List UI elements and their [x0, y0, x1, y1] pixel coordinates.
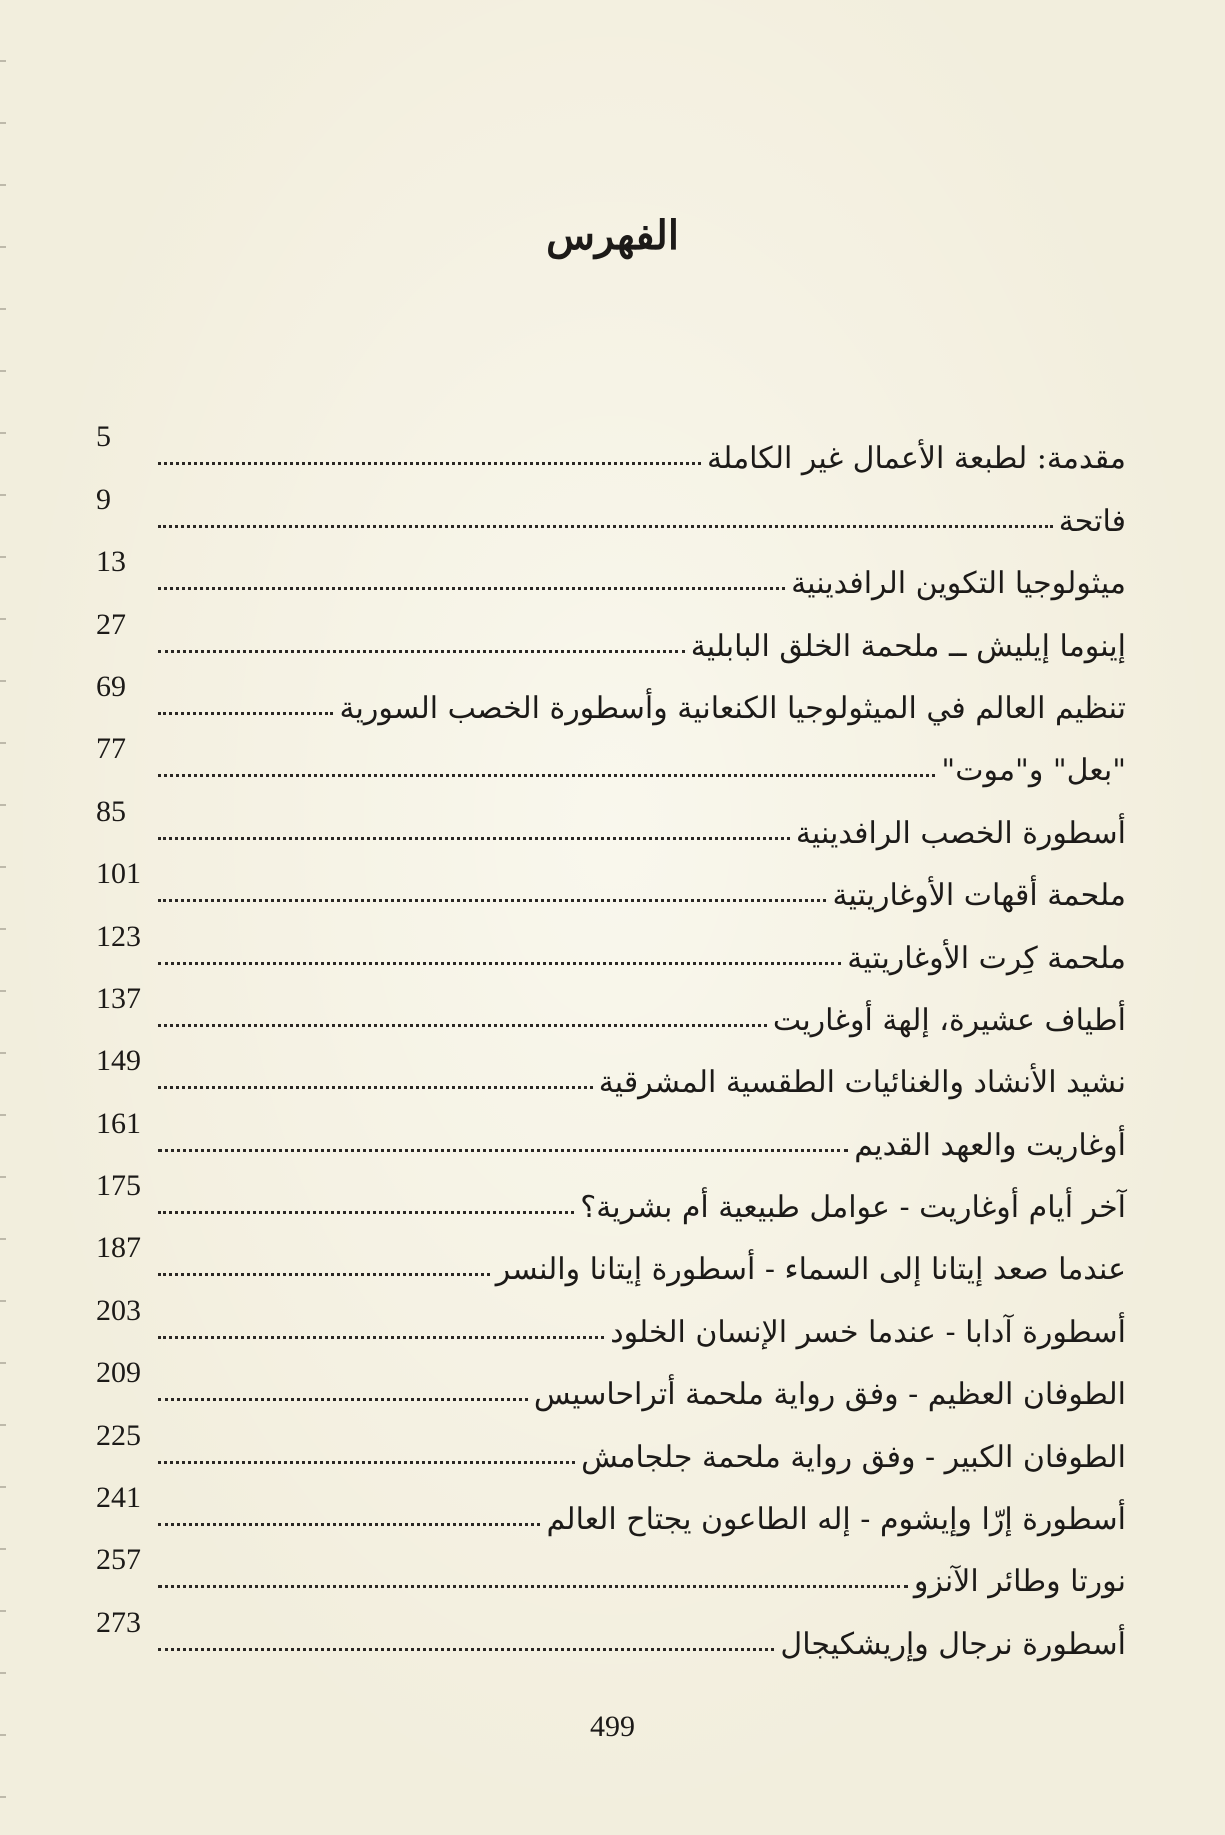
page-title: الفهرس: [546, 212, 679, 259]
dot-leader: [158, 461, 701, 465]
toc-entry-page: 123: [96, 919, 141, 953]
dot-leader: [158, 1272, 490, 1276]
dot-leader: [158, 649, 685, 653]
toc-entry-title: الطوفان الكبير - وفق رواية ملحمة جلجامش: [581, 1439, 1126, 1475]
dot-leader: [158, 1584, 908, 1588]
dot-leader: [158, 1148, 848, 1152]
toc-entry-title: آخر أيام أوغاريت - عوامل طبيعية أم بشرية؟: [580, 1190, 1126, 1226]
toc-entry-page: 101: [96, 857, 141, 891]
toc-entry-page: 69: [96, 669, 126, 703]
toc-entry: [96, 1039, 1126, 1101]
toc-entry-page: 137: [96, 981, 141, 1015]
dot-leader: [158, 1647, 774, 1651]
toc-entry-page: 9: [96, 482, 111, 516]
toc-entry: [96, 727, 1126, 789]
toc-entry: [96, 914, 1126, 976]
toc-entry: [96, 540, 1126, 602]
toc-entry-page: 241: [96, 1481, 141, 1515]
toc-entry-title: إينوما إيليش ــ ملحمة الخلق البابلية: [690, 628, 1126, 664]
toc-entry: [96, 1226, 1126, 1288]
toc-entry-title: أسطورة آدابا - عندما خسر الإنسان الخلود: [610, 1314, 1126, 1350]
toc-entry-title: "بعل" و"موت": [941, 753, 1126, 789]
toc-entry: [96, 602, 1126, 664]
dot-leader: [158, 961, 841, 965]
toc-entry-page: 187: [96, 1231, 141, 1265]
dot-leader: [158, 1335, 604, 1339]
toc-entry: [96, 1538, 1126, 1600]
toc-entry-title: أطياف عشيرة، إلهة أوغاريت: [772, 1002, 1126, 1038]
toc-entry: [96, 1164, 1126, 1226]
dot-leader: [158, 898, 826, 902]
toc-entry: [96, 477, 1126, 539]
page-number: 499: [590, 1710, 635, 1743]
page-edge-marks: [0, 0, 6, 1835]
dot-leader: [158, 1397, 528, 1401]
toc-entry-page: 273: [96, 1605, 141, 1639]
toc-entry-title: نورتا وطائر الآنزو: [913, 1564, 1126, 1600]
toc-entry: [96, 415, 1126, 477]
toc-entry-page: 77: [96, 732, 126, 766]
toc-entry: [96, 1288, 1126, 1350]
dot-leader: [158, 1210, 574, 1214]
toc-entry-title: تنظيم العالم في الميثولوجيا الكنعانية وأسطورة الخصب السورية: [339, 690, 1126, 726]
toc-entry: [96, 1600, 1126, 1662]
toc-entry-title: ميثولوجيا التكوين الرافدينية: [791, 566, 1126, 602]
toc-entry: [96, 1101, 1126, 1163]
dot-leader: [158, 1023, 767, 1027]
toc-entry-title: أسطورة نرجال وإريشكيجال: [780, 1626, 1126, 1662]
toc-entry-page: 225: [96, 1418, 141, 1452]
toc-entry-page: 5: [96, 420, 111, 454]
dot-leader: [158, 524, 1053, 528]
toc-entry-page: 85: [96, 794, 126, 828]
toc-entry: [96, 977, 1126, 1039]
toc-entry-page: 175: [96, 1169, 141, 1203]
toc-entry: [96, 1351, 1126, 1413]
toc-entry-title: أسطورة الخصب الرافدينية: [795, 815, 1126, 851]
dot-leader: [158, 836, 790, 840]
dot-leader: [158, 773, 935, 777]
dot-leader: [158, 1522, 540, 1526]
toc-entry-page: 161: [96, 1106, 141, 1140]
dot-leader: [158, 1460, 575, 1464]
dot-leader: [158, 711, 333, 715]
toc-entry: [96, 789, 1126, 851]
table-of-contents: [96, 415, 1126, 1663]
toc-entry: [96, 1413, 1126, 1475]
toc-entry-title: عندما صعد إيتانا إلى السماء - أسطورة إيتانا والنسر: [495, 1252, 1126, 1288]
toc-entry-page: 257: [96, 1543, 141, 1577]
dot-leader: [158, 1085, 593, 1089]
toc-entry-title: الطوفان العظيم - وفق رواية ملحمة أتراحاسيس: [533, 1377, 1126, 1413]
toc-entry: [96, 852, 1126, 914]
toc-entry-title: ملحمة كِرت الأوغاريتية: [847, 940, 1126, 976]
toc-entry-page: 27: [96, 607, 126, 641]
toc-entry: [96, 1476, 1126, 1538]
toc-entry-title: فاتحة: [1058, 503, 1126, 539]
toc-entry-title: أسطورة إرّا وإيشوم - إله الطاعون يجتاح العالم: [546, 1502, 1126, 1538]
toc-entry-title: نشيد الأنشاد والغنائيات الطقسية المشرقية: [598, 1065, 1126, 1101]
toc-entry-page: 209: [96, 1356, 141, 1390]
toc-entry-title: مقدمة: لطبعة الأعمال غير الكاملة: [707, 441, 1126, 477]
toc-entry-title: ملحمة أقهات الأوغاريتية: [832, 878, 1126, 914]
toc-entry: [96, 665, 1126, 727]
toc-entry-page: 203: [96, 1293, 141, 1327]
toc-entry-page: 149: [96, 1044, 141, 1078]
toc-entry-title: أوغاريت والعهد القديم: [854, 1127, 1126, 1163]
dot-leader: [158, 586, 785, 590]
toc-entry-page: 13: [96, 545, 126, 579]
